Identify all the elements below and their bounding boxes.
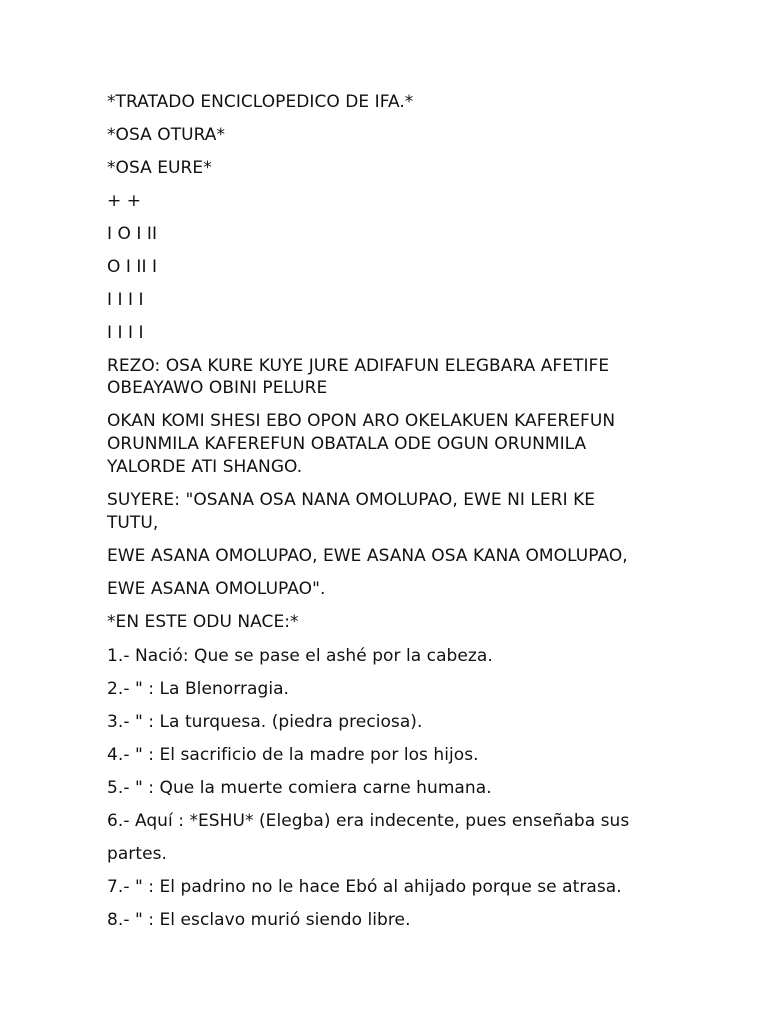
- odu-name: *OSA OTURA*: [107, 125, 226, 145]
- rezo-line: YALORDE ATI SHANGO.: [107, 457, 303, 477]
- list-item: 2.- " : La Blenorragia.: [107, 679, 290, 699]
- list-item: 5.- " : Que la muerte comiera carne humana.: [107, 778, 492, 798]
- suyere-line: EWE ASANA OMOLUPAO".: [107, 579, 326, 599]
- suyere-line: SUYERE: "OSANA OSA NANA OMOLUPAO, EWE NI LERI KE: [107, 490, 596, 510]
- list-item: 8.- " : El esclavo murió siendo libre.: [107, 910, 411, 930]
- rezo-line: OBEAYAWO OBINI PELURE: [107, 378, 328, 398]
- document-title: *TRATADO ENCICLOPEDICO DE IFA.*: [107, 92, 414, 112]
- rezo-line: OKAN KOMI SHESI EBO OPON ARO OKELAKUEN KAFEREFUN: [107, 411, 616, 431]
- list-item: 6.- Aquí : *ESHU* (Elegba) era indecente, pues enseñaba sus: [107, 811, 630, 831]
- odu-sign-row-1: I O I II: [107, 224, 158, 244]
- odu-sign-marks: + +: [107, 191, 142, 211]
- suyere-line: TUTU,: [107, 513, 159, 533]
- odu-sign-row-4: I I I I: [107, 323, 144, 343]
- rezo-line: ORUNMILA KAFEREFUN OBATALA ODE OGUN ORUNMILA: [107, 434, 587, 454]
- odu-sign-row-3: I I I I: [107, 290, 144, 310]
- section-heading: *EN ESTE ODU NACE:*: [107, 612, 299, 632]
- list-item: 3.- " : La turquesa. (piedra preciosa).: [107, 712, 423, 732]
- list-item: 1.- Nació: Que se pase el ashé por la cabeza.: [107, 646, 493, 666]
- suyere-line: EWE ASANA OMOLUPAO, EWE ASANA OSA KANA OMOLUPAO,: [107, 546, 628, 566]
- rezo-line: REZO: OSA KURE KUYE JURE ADIFAFUN ELEGBARA AFETIFE: [107, 356, 610, 376]
- odu-sign-row-2: O I II I: [107, 257, 158, 277]
- list-item-continuation: partes.: [107, 844, 167, 864]
- list-item: 4.- " : El sacrificio de la madre por los hijos.: [107, 745, 479, 765]
- odu-alias: *OSA EURE*: [107, 158, 212, 178]
- list-item: 7.- " : El padrino no le hace Ebó al ahijado porque se atrasa.: [107, 877, 622, 897]
